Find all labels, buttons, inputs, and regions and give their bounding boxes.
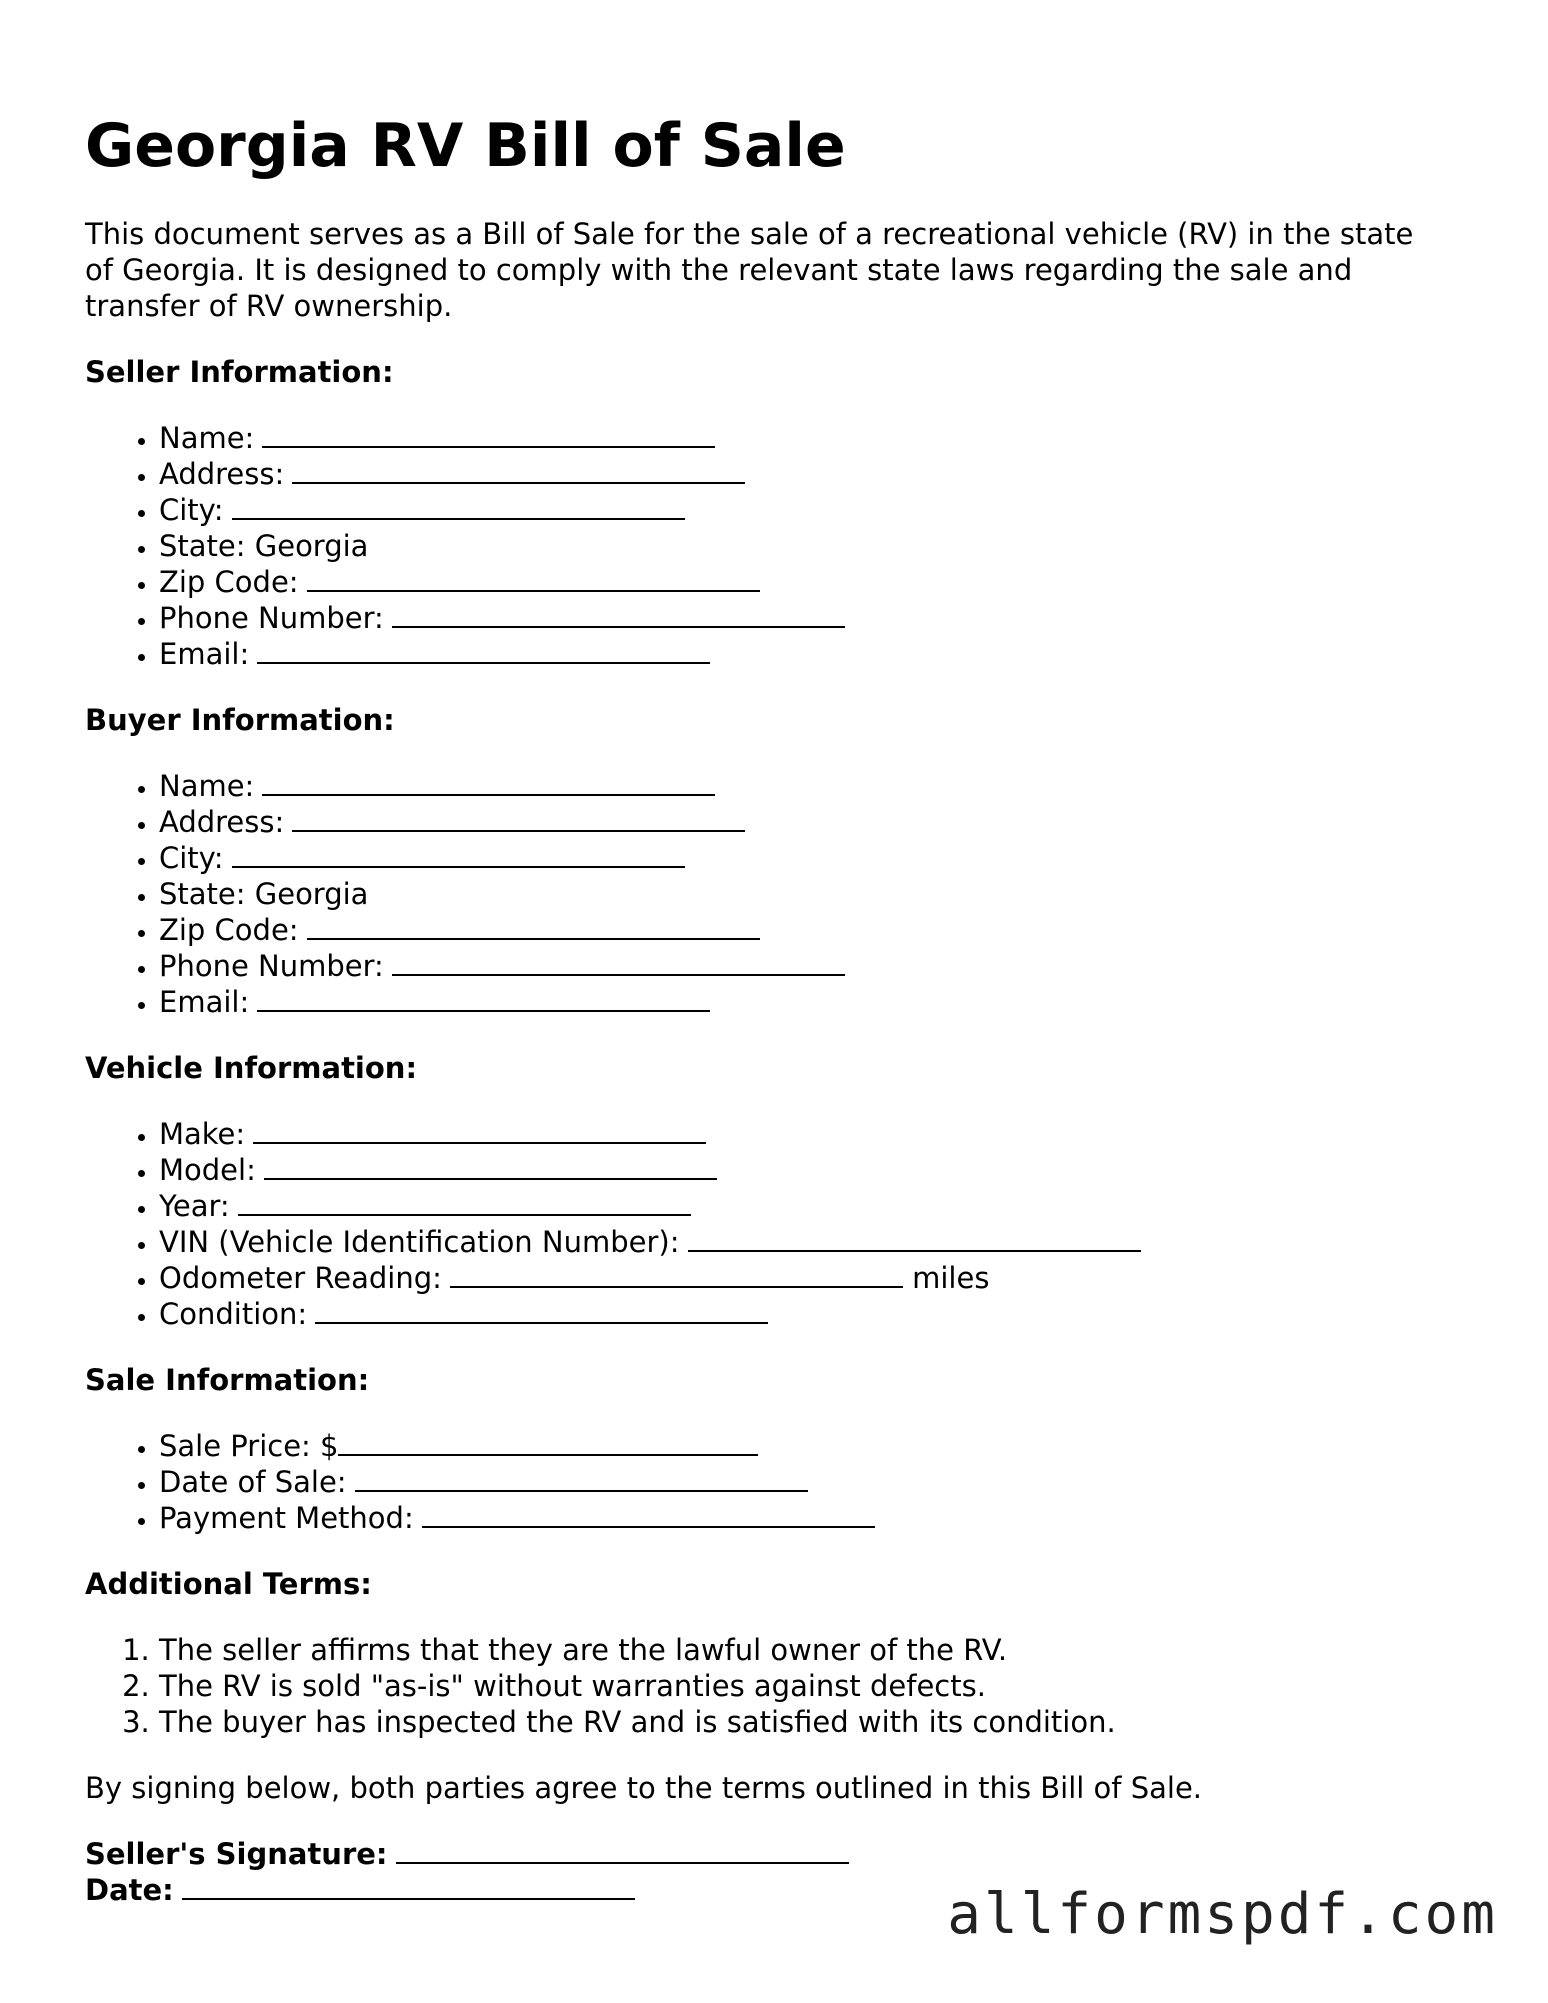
buyer-heading: Buyer Information: [85,703,395,737]
seller-zip-label: Zip Code: [159,565,299,599]
vehicle-list [85,1116,1465,1332]
sale-date-field[interactable] [355,1464,808,1492]
list-item [159,492,1465,528]
list-item [159,912,1465,948]
sale-payment-field[interactable] [422,1500,875,1528]
list-item [159,768,1465,804]
vehicle-model-field[interactable] [264,1152,717,1180]
seller-name-label: Name: [159,421,255,455]
signature-date-field[interactable] [182,1872,635,1900]
signature-date-label: Date: [85,1873,174,1907]
list-item [159,564,1465,600]
vehicle-model-label: Model: [159,1153,256,1187]
seller-signature-field[interactable] [396,1836,849,1864]
list-item [159,636,1465,672]
vehicle-vin-label: VIN (Vehicle Identification Number): [159,1225,680,1259]
buyer-email-label: Email: [159,985,250,1019]
list-item [159,876,1465,912]
list-item [159,1296,1465,1332]
buyer-state-label: State: Georgia [159,877,369,911]
list-item [159,1260,1465,1296]
list-item [159,420,1465,456]
list-item [159,984,1465,1020]
intro-paragraph: This document serves as a Bill of Sale for the sale of a recreational vehicle (RV) in the state of Georgia. It is designed to comply with the relevant state laws regarding the sale and transfer of RV ownership. [85,217,1414,323]
list-item: 1. The seller affirms that they are the lawful owner of the RV. [159,1632,1465,1668]
sale-list [85,1428,1465,1536]
list-item [159,1500,1465,1536]
buyer-phone-field[interactable] [392,948,845,976]
buyer-name-label: Name: [159,769,255,803]
buyer-list [85,768,1465,1020]
seller-name-field[interactable] [262,420,715,448]
buyer-zip-label: Zip Code: [159,913,299,947]
list-item [159,528,1465,564]
list-item [159,948,1465,984]
buyer-city-field[interactable] [232,840,685,868]
buyer-address-label: Address: [159,805,285,839]
list-item: 2. The RV is sold "as-is" without warranties against defects. [159,1668,1465,1704]
vehicle-make-field[interactable] [253,1116,706,1144]
buyer-name-field[interactable] [262,768,715,796]
vehicle-year-label: Year: [159,1189,230,1223]
seller-email-label: Email: [159,637,250,671]
seller-city-field[interactable] [232,492,685,520]
watermark: allformspdf.com [947,1882,1498,1947]
document-page [85,108,1465,1908]
vehicle-vin-field[interactable] [688,1224,1141,1252]
vehicle-condition-field[interactable] [315,1296,768,1324]
odometer-unit: miles [912,1261,990,1295]
seller-signature-line [85,1836,1465,1872]
vehicle-odometer-label: Odometer Reading: [159,1261,442,1295]
list-item [159,1152,1465,1188]
vehicle-odometer-field[interactable] [450,1260,903,1288]
sale-payment-label: Payment Method: [159,1501,414,1535]
list-item: 3. The buyer has inspected the RV and is satisfied with its condition. [159,1704,1465,1740]
closing-statement: By signing below, both parties agree to the terms outlined in this Bill of Sale. [85,1771,1203,1805]
sale-heading: Sale Information: [85,1363,370,1397]
vehicle-heading: Vehicle Information: [85,1051,418,1085]
list-item [159,1116,1465,1152]
sale-price-label: Sale Price: $ [159,1429,339,1463]
seller-state-label: State: Georgia [159,529,369,563]
buyer-city-label: City: [159,841,224,875]
seller-phone-field[interactable] [392,600,845,628]
vehicle-make-label: Make: [159,1117,246,1151]
seller-email-field[interactable] [257,636,710,664]
seller-zip-field[interactable] [307,564,760,592]
buyer-address-field[interactable] [292,804,745,832]
list-item [159,1188,1465,1224]
list-item [159,1224,1465,1260]
seller-city-label: City: [159,493,224,527]
sale-price-field[interactable] [338,1428,758,1456]
seller-address-field[interactable] [292,456,745,484]
buyer-email-field[interactable] [257,984,710,1012]
seller-phone-label: Phone Number: [159,601,384,635]
vehicle-year-field[interactable] [238,1188,691,1216]
list-item [159,840,1465,876]
list-item [159,456,1465,492]
terms-list [85,1632,1465,1740]
list-item [159,600,1465,636]
seller-address-label: Address: [159,457,285,491]
vehicle-condition-label: Condition: [159,1297,308,1331]
list-item [159,804,1465,840]
seller-signature-label: Seller's Signature: [85,1837,388,1871]
seller-heading: Seller Information: [85,355,394,389]
terms-heading: Additional Terms: [85,1567,372,1601]
sale-date-label: Date of Sale: [159,1465,347,1499]
list-item [159,1428,1465,1464]
buyer-phone-label: Phone Number: [159,949,384,983]
list-item [159,1464,1465,1500]
page-title: Georgia RV Bill of Sale [85,111,846,181]
seller-list [85,420,1465,672]
buyer-zip-field[interactable] [307,912,760,940]
